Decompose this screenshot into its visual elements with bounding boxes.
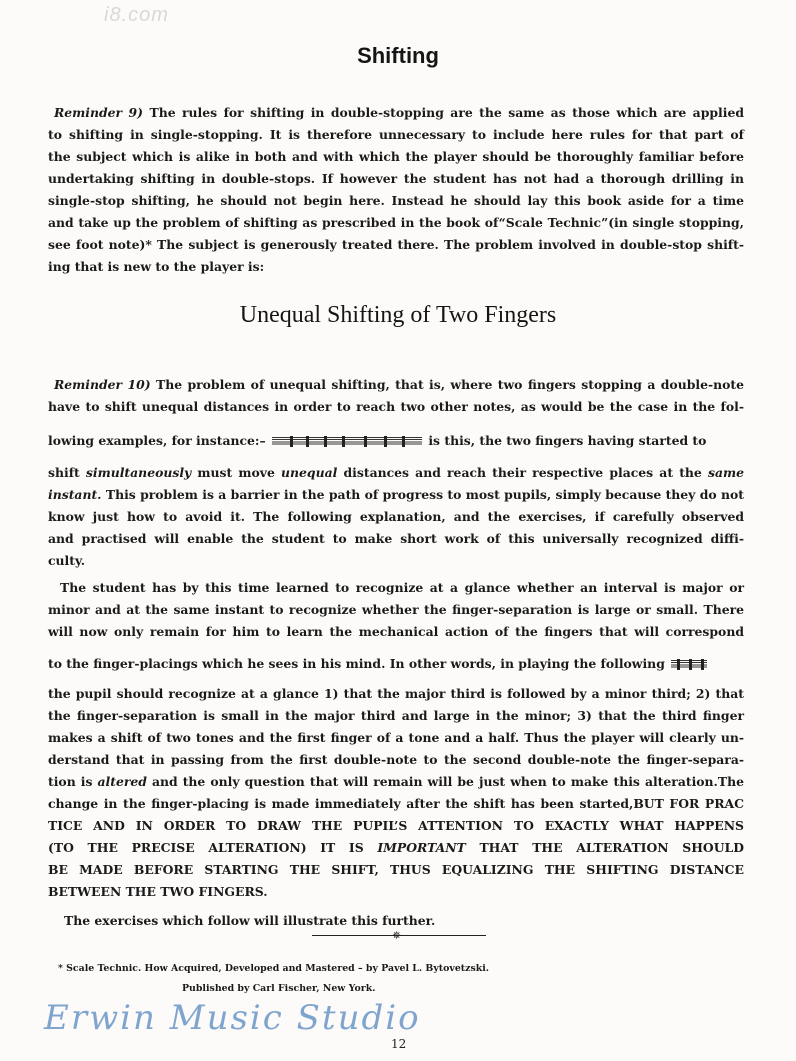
paragraph-line: minor and at the same instant to recognize whether the finger-separation is large or small. There <box>48 602 744 617</box>
paragraph-line: change in the finger-placing is made immediately after the shift has been started,BUT FOR PRAC <box>48 796 744 811</box>
paragraph-line: see foot note)* The subject is generously treated there. The problem involved in double-stop shift- <box>48 237 744 252</box>
paragraph-line: instant. This problem is a barrier in the path of progress to most pupils, simply because they do not <box>48 487 744 502</box>
paragraph-line: and take up the problem of shifting as prescribed in the book of“Scale Technic”(in single stopping, <box>48 215 744 230</box>
paragraph-line: shift simultaneously must move unequal distances and reach their respective places at the same <box>48 465 744 480</box>
paragraph-line: the pupil should recognize at a glance 1) that the major third is followed by a minor third; 2) that <box>48 686 744 701</box>
paragraph-line: ing that is new to the player is: <box>48 259 265 274</box>
paragraph-line: The student has by this time learned to recognize at a glance whether an interval is major or <box>60 580 744 595</box>
paragraph-line: tion is altered and the only question that will remain will be just when to make this alteration.The <box>48 774 744 789</box>
paragraph-line: culty. <box>48 553 86 568</box>
paragraph-line: BETWEEN THE TWO FINGERS. <box>48 884 268 899</box>
music-example-icon <box>671 657 707 673</box>
footnote-line: * Scale Technic. How Acquired, Developed and Mastered – by Pavel L. Bytovetzski. <box>58 963 490 974</box>
reminder-label: Reminder 10) <box>54 377 151 392</box>
paragraph-line: to the finger-placings which he sees in his mind. In other words, in playing the following <box>48 656 744 673</box>
paragraph-line: TICE AND IN ORDER TO DRAW THE PUPIL’S ATTENTION TO EXACTLY WHAT HAPPENS <box>48 818 744 833</box>
paragraph-line: the subject which is alike in both and with which the player should be thoroughly familiar before <box>48 149 744 164</box>
paragraph-line: lowing examples, for instance:– is this, the two fingers having started to <box>48 433 707 448</box>
paragraph-line: Reminder 10) The problem of unequal shifting, that is, where two fingers stopping a double-note <box>54 377 744 392</box>
paragraph-line: the finger-separation is small in the major third and large in the minor; 3) that the third finger <box>48 708 744 723</box>
music-example-icon <box>272 434 422 450</box>
paragraph-line: Reminder 9) The rules for shifting in double-stopping are the same as those which are applied <box>54 105 744 120</box>
paragraph-line: undertaking shifting in double-stops. If however the student has not had a thorough drilling in <box>48 171 744 186</box>
paragraph-line: have to shift unequal distances in order to reach two other notes, as would be the case in the fol- <box>48 399 744 414</box>
reminder-label: Reminder 9) <box>54 105 144 120</box>
paragraph-line: and practised will enable the student to make short work of this universally recognized diffi- <box>48 531 744 546</box>
paragraph-line: will now only remain for him to learn the mechanical action of the fingers that will correspond <box>48 624 744 639</box>
paragraph-line: to shifting in single-stopping. It is therefore unnecessary to include here rules for that part of <box>48 127 744 142</box>
footnote-line: Published by Carl Fischer, New York. <box>182 983 376 994</box>
separator-ornament-icon: ✵ <box>392 929 402 942</box>
paragraph-line: (TO THE PRECISE ALTERATION) IT IS IMPORTANT THAT THE ALTERATION SHOULD <box>48 840 744 855</box>
page-title: Shifting <box>357 43 439 68</box>
closing-sentence: The exercises which follow will illustrate this further. <box>64 913 436 928</box>
paragraph-line: derstand that in passing from the first double-note to the second double-note the finger-separa- <box>48 752 744 767</box>
section-heading: Unequal Shifting of Two Fingers <box>239 302 557 328</box>
paragraph-line: single-stop shifting, he should not begin here. Instead he should lay this book aside for a time <box>48 193 744 208</box>
watermark: i8.com <box>104 4 169 26</box>
paragraph-line: makes a shift of two tones and the first finger of a tone and a half. Thus the player will clearly un- <box>48 730 744 745</box>
studio-logo: Erwin Music Studio <box>44 998 421 1038</box>
paragraph-line: BE MADE BEFORE STARTING THE SHIFT, THUS EQUALIZING THE SHIFTING DISTANCE <box>48 862 744 877</box>
paragraph-line: know just how to avoid it. The following explanation, and the exercises, if carefully observed <box>48 509 744 524</box>
page-number: 12 <box>391 1037 407 1051</box>
